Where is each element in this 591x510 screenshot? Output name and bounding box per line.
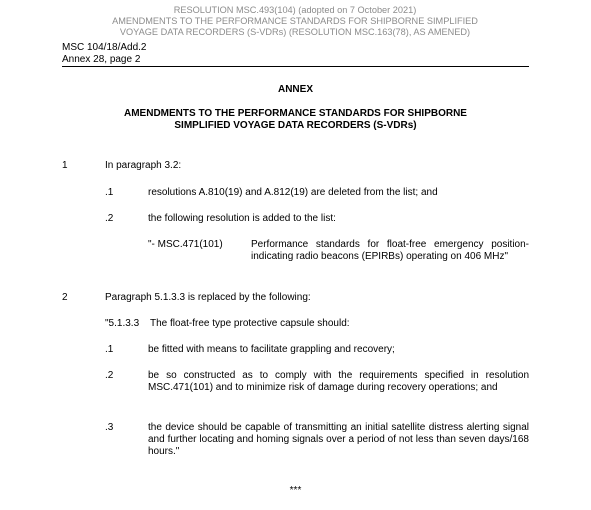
item1-sub1-number: .1: [105, 187, 114, 198]
item2-sub3-number: .3: [105, 422, 114, 433]
header-line-2: AMENDMENTS TO THE PERFORMANCE STANDARDS FOR SHIPBORNE SIMPLIFIED: [112, 16, 478, 26]
item2-sub1-text: be fitted with means to facilitate grappling and recovery;: [148, 344, 395, 355]
item2-sub3-text: the device should be capable of transmitting an initial satellite distress alerting signal and further locating and homing signals over a period of not less than seven days/168 hours.": [148, 422, 529, 457]
header-line-3: VOYAGE DATA RECORDERS (S-VDRs) (RESOLUTION MSC.163(78), AS AMENED): [119, 27, 471, 37]
item1-sub2-number: .2: [105, 213, 114, 224]
item1-sub2-text: the following resolution is added to the list:: [148, 213, 336, 224]
quote-text: Performance standards for float-free emergency position-indicating radio beacons (EPIRBs) operating on 406 MHz": [251, 239, 529, 262]
header-line-1: RESOLUTION MSC.493(104) (adopted on 7 October 2021): [173, 5, 417, 15]
item2-sub1-number: .1: [105, 344, 114, 355]
item1-sub1-text: resolutions A.810(19) and A.812(19) are deleted from the list; and: [148, 187, 438, 198]
annex-title: ANNEX: [277, 84, 313, 95]
item2-sub2-text: be so constructed as to comply with the requirements specified in resolution MSC.471(101) and to minimize risk of damage during recovery operations; and: [148, 370, 529, 393]
item2-number: 2: [62, 292, 68, 303]
item1-text: In paragraph 3.2:: [105, 160, 182, 171]
main-title-line-1: AMENDMENTS TO THE PERFORMANCE STANDARDS FOR SHIPBORNE: [124, 108, 467, 119]
item2-text: Paragraph 5.1.3.3 is replaced by the following:: [105, 292, 311, 303]
para-label: "5.1.3.3: [105, 318, 140, 329]
main-title-line-2: SIMPLIFIED VOYAGE DATA RECORDERS (S-VDRs): [174, 120, 417, 131]
quote-label: "- MSC.471(101): [148, 239, 223, 250]
doc-page: Annex 28, page 2: [62, 54, 141, 65]
item2-sub2-number: .2: [105, 370, 114, 381]
doc-code: MSC 104/18/Add.2: [62, 42, 147, 53]
para-text: The float-free type protective capsule should:: [150, 318, 350, 329]
end-mark: ***: [289, 485, 302, 496]
item1-number: 1: [62, 160, 68, 171]
header-rule: [62, 66, 529, 67]
